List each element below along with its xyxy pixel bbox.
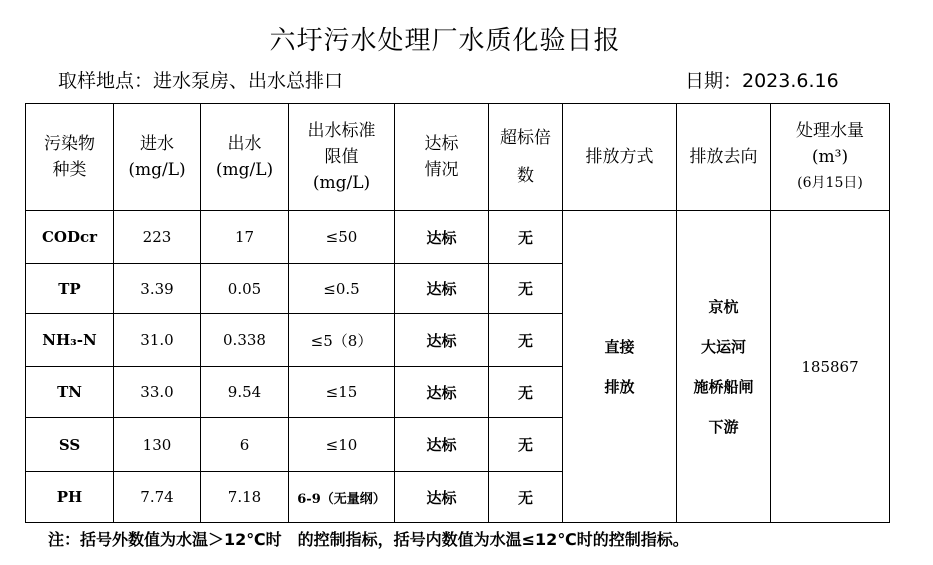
sampling-location: 取样地点：进水泵房、出水总排口	[58, 70, 344, 92]
exceed-factor: 无	[489, 367, 563, 418]
inflow-value: 223	[114, 211, 201, 264]
pollutant-name: PH	[26, 472, 114, 523]
report-title: 六圩污水处理厂水质化验日报	[269, 26, 621, 56]
header-volume-line2: (m³)	[811, 147, 849, 167]
header-pollutant-line2: 种类	[52, 160, 87, 180]
header-volume	[771, 104, 890, 211]
header-standard-line1: 出水标准	[307, 121, 376, 141]
discharge-direction	[677, 211, 771, 523]
discharge-direction-line4: 下游	[708, 417, 739, 436]
discharge-direction-line1: 京杭	[708, 297, 739, 316]
outflow-value: 0.05	[201, 264, 289, 314]
header-pollutant	[26, 104, 114, 211]
discharge-method	[563, 211, 677, 523]
header-volume-line3: (6月15日)	[797, 175, 863, 191]
header-discharge-direction: 排放去向	[677, 104, 771, 211]
discharge-direction-line2: 大运河	[700, 337, 746, 356]
compliance-status: 达标	[395, 367, 489, 418]
discharge-method-line2: 排放	[604, 377, 635, 396]
exceed-factor: 无	[489, 264, 563, 314]
outflow-value: 6	[201, 418, 289, 472]
header-exceed	[489, 104, 563, 211]
header-inflow	[114, 104, 201, 211]
header-status	[395, 104, 489, 211]
footnote: 注：括号外数值为水温＞12℃时 的控制指标，括号内数值为水温≤12℃时的控制指标。	[48, 530, 689, 549]
header-outflow	[201, 104, 289, 211]
header-status-line2: 情况	[424, 160, 459, 180]
report-date: 日期：2023.6.16	[685, 70, 839, 92]
discharge-method-line1: 直接	[604, 337, 635, 356]
header-inflow-line1: 进水	[140, 134, 174, 154]
header-exceed-line2: 数	[517, 166, 534, 186]
compliance-status: 达标	[395, 472, 489, 523]
water-quality-table	[25, 103, 890, 523]
exceed-factor: 无	[489, 211, 563, 264]
outflow-value: 17	[201, 211, 289, 264]
header-standard	[289, 104, 395, 211]
outflow-value: 9.54	[201, 367, 289, 418]
inflow-value: 130	[114, 418, 201, 472]
exceed-factor: 无	[489, 314, 563, 367]
pollutant-name: TN	[26, 367, 114, 418]
header-discharge-method: 排放方式	[563, 104, 677, 211]
standard-limit: 6-9（无量纲）	[289, 472, 395, 523]
outflow-value: 7.18	[201, 472, 289, 523]
pollutant-name: TP	[26, 264, 114, 314]
inflow-value: 7.74	[114, 472, 201, 523]
pollutant-name: NH₃-N	[26, 314, 114, 367]
outflow-value: 0.338	[201, 314, 289, 367]
treated-volume: 185867	[771, 211, 890, 523]
table-row	[26, 211, 890, 264]
discharge-direction-line3: 施桥船闸	[693, 377, 754, 396]
header-outflow-line2: (mg/L)	[215, 160, 274, 180]
header-pollutant-line1: 污染物	[44, 134, 95, 154]
standard-limit: ≤10	[289, 418, 395, 472]
header-standard-line2: 限值	[324, 147, 359, 167]
pollutant-name: SS	[26, 418, 114, 472]
header-status-line1: 达标	[424, 134, 459, 154]
header-volume-line1: 处理水量	[796, 121, 864, 141]
exceed-factor: 无	[489, 418, 563, 472]
pollutant-name: CODcr	[26, 211, 114, 264]
header-outflow-line1: 出水	[227, 134, 262, 154]
standard-limit: ≤5（8）	[289, 314, 395, 367]
compliance-status: 达标	[395, 211, 489, 264]
standard-limit: ≤0.5	[289, 264, 395, 314]
header-exceed-line1: 超标倍	[500, 128, 551, 148]
header-inflow-line2: (mg/L)	[128, 160, 186, 180]
compliance-status: 达标	[395, 264, 489, 314]
header-row	[26, 104, 890, 211]
standard-limit: ≤50	[289, 211, 395, 264]
inflow-value: 3.39	[114, 264, 201, 314]
header-standard-line3: (mg/L)	[312, 173, 371, 193]
inflow-value: 33.0	[114, 367, 201, 418]
inflow-value: 31.0	[114, 314, 201, 367]
compliance-status: 达标	[395, 418, 489, 472]
exceed-factor: 无	[489, 472, 563, 523]
compliance-status: 达标	[395, 314, 489, 367]
standard-limit: ≤15	[289, 367, 395, 418]
